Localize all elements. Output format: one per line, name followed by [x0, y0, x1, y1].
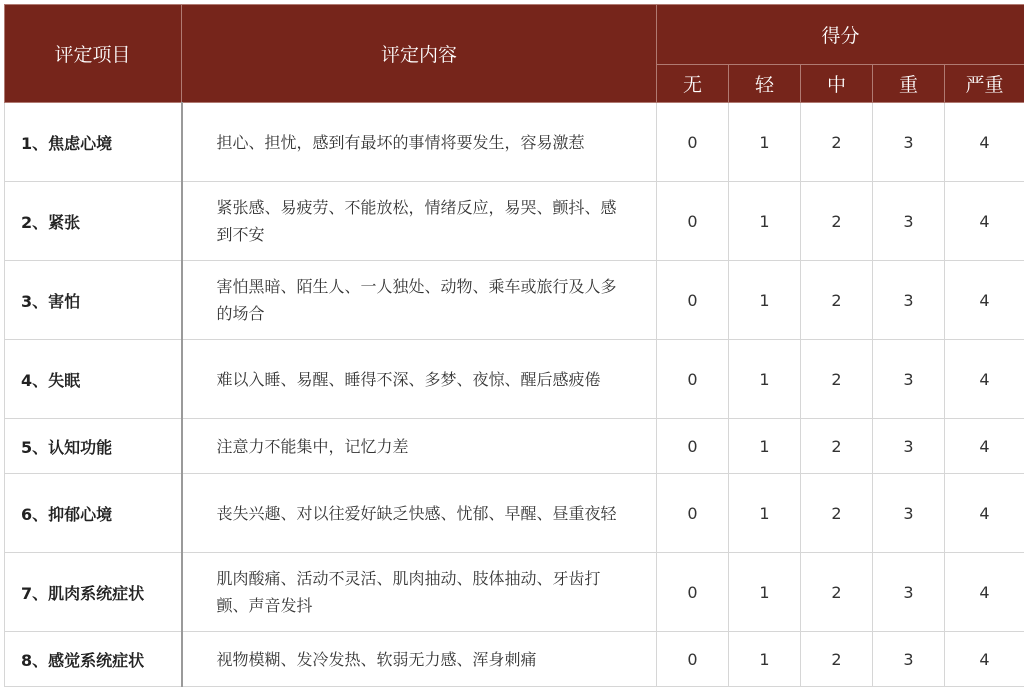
row-score: 2 [801, 182, 873, 261]
table-body [5, 103, 1024, 687]
header-level-none: 无 [657, 65, 729, 103]
row-score: 0 [657, 553, 729, 632]
table-row [5, 103, 1024, 182]
table-row [5, 632, 1024, 687]
row-score: 1 [729, 474, 801, 553]
table-row [5, 182, 1024, 261]
table-header [5, 5, 1024, 103]
row-score: 1 [729, 103, 801, 182]
row-score: 1 [729, 340, 801, 419]
row-score: 4 [945, 553, 1024, 632]
header-level-extreme: 严重 [945, 65, 1024, 103]
row-item: 6、抑郁心境 [5, 474, 182, 553]
row-score: 3 [873, 419, 945, 474]
row-score: 4 [945, 474, 1024, 553]
table-row [5, 474, 1024, 553]
row-score: 0 [657, 261, 729, 340]
row-score: 1 [729, 553, 801, 632]
rating-scale-table [4, 4, 1024, 687]
row-score: 0 [657, 182, 729, 261]
row-score: 1 [729, 261, 801, 340]
row-content: 注意力不能集中，记忆力差 [182, 419, 657, 474]
row-score: 2 [801, 474, 873, 553]
row-score: 4 [945, 103, 1024, 182]
header-level-moderate: 中 [801, 65, 873, 103]
row-content: 难以入睡、易醒、睡得不深、多梦、夜惊、醒后感疲倦 [182, 340, 657, 419]
row-content: 害怕黑暗、陌生人、一人独处、动物、乘车或旅行及人多的场合 [182, 261, 657, 340]
row-score: 3 [873, 632, 945, 687]
table-row [5, 553, 1024, 632]
row-score: 4 [945, 419, 1024, 474]
table-row [5, 340, 1024, 419]
row-score: 0 [657, 419, 729, 474]
header-level-severe: 重 [873, 65, 945, 103]
row-score: 3 [873, 103, 945, 182]
row-score: 3 [873, 182, 945, 261]
row-item: 4、失眠 [5, 340, 182, 419]
row-content: 丧失兴趣、对以往爱好缺乏快感、忧郁、早醒、昼重夜轻 [182, 474, 657, 553]
row-score: 0 [657, 103, 729, 182]
row-item: 8、感觉系统症状 [5, 632, 182, 687]
row-score: 2 [801, 340, 873, 419]
row-score: 2 [801, 103, 873, 182]
row-score: 1 [729, 632, 801, 687]
row-score: 0 [657, 340, 729, 419]
row-score: 4 [945, 261, 1024, 340]
row-score: 1 [729, 419, 801, 474]
row-item: 5、认知功能 [5, 419, 182, 474]
row-item: 1、焦虑心境 [5, 103, 182, 182]
row-score: 2 [801, 419, 873, 474]
row-item: 7、肌肉系统症状 [5, 553, 182, 632]
row-item: 2、紧张 [5, 182, 182, 261]
row-score: 2 [801, 632, 873, 687]
row-score: 3 [873, 474, 945, 553]
header-level-mild: 轻 [729, 65, 801, 103]
row-score: 2 [801, 261, 873, 340]
row-score: 2 [801, 553, 873, 632]
row-score: 3 [873, 553, 945, 632]
row-score: 1 [729, 182, 801, 261]
row-score: 4 [945, 340, 1024, 419]
header-score: 得分 [657, 5, 1024, 65]
row-content: 肌肉酸痛、活动不灵活、肌肉抽动、肢体抽动、牙齿打颤、声音发抖 [182, 553, 657, 632]
row-item: 3、害怕 [5, 261, 182, 340]
row-content: 担心、担忧，感到有最坏的事情将要发生，容易激惹 [182, 103, 657, 182]
row-score: 3 [873, 261, 945, 340]
row-score: 4 [945, 182, 1024, 261]
header-item: 评定项目 [5, 5, 182, 103]
row-content: 视物模糊、发冷发热、软弱无力感、浑身刺痛 [182, 632, 657, 687]
row-score: 0 [657, 474, 729, 553]
row-score: 4 [945, 632, 1024, 687]
row-content: 紧张感、易疲劳、不能放松，情绪反应，易哭、颤抖、感到不安 [182, 182, 657, 261]
row-score: 0 [657, 632, 729, 687]
table-row [5, 261, 1024, 340]
row-score: 3 [873, 340, 945, 419]
header-content: 评定内容 [182, 5, 657, 103]
table-row [5, 419, 1024, 474]
